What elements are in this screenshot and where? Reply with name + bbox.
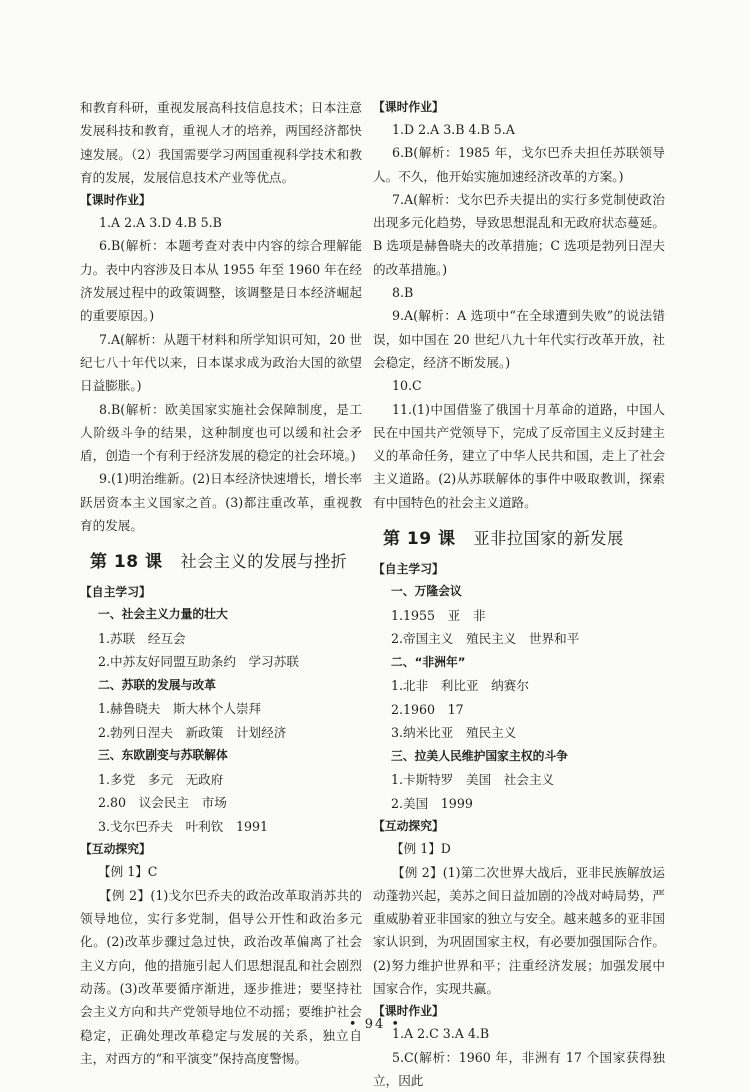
answer-line: 1.苏联 经互会: [98, 630, 186, 646]
answer-paragraph: 6.B(解析：1985 年，戈尔巴乔夫担任苏联领导人。不久，他开始实施加速经济改革的方案。): [373, 145, 665, 184]
right-column: [373, 96, 665, 1092]
answer-line: 2.美国 1999: [391, 795, 473, 811]
answer-line: 2.帝国主义 殖民主义 世界和平: [391, 631, 580, 647]
answer-line: 2.80 议会民主 市场: [98, 795, 227, 811]
interactive-heading: 【互动探究】: [80, 842, 151, 857]
answer-line: 10.C: [392, 378, 422, 394]
answer-paragraph: 8.B(解析：欧美国家实施社会保障制度，是工人阶级斗争的结果，这种制度也可以缓和社会矛盾，创造一个有利于经济发展的稳定的社会环境。): [80, 401, 362, 464]
example-answer: 【例 1】D: [391, 841, 451, 857]
section-heading: 三、东欧剧变与苏联解体: [98, 748, 228, 763]
self-study-heading: 【自主学习】: [373, 562, 444, 577]
answer-paragraph: 5.C(解析：1960 年，非洲有 17 个国家获得独立，因此: [373, 1049, 665, 1088]
answer-paragraph: 11.(1)中国借鉴了俄国十月革命的道路，中国人民在中国共产党领导下，完成了反帝国主义反封建主义的革命任务，建立了中华人民共和国，走上了社会主义道路。(2)从苏联解体的事件中吸取教训，探索有中国特色的社会主义道路。: [373, 401, 665, 510]
answer-line: 3.纳米比亚 殖民主义: [391, 725, 517, 741]
answer-line: 1.卡斯特罗 美国 社会主义: [391, 772, 555, 788]
section-heading: 三、拉美人民维护国家主权的斗争: [391, 748, 568, 763]
answer-line: 2.1960 17: [391, 701, 464, 717]
section-heading: 二、“非洲年”: [391, 654, 466, 669]
interactive-heading: 【互动探究】: [373, 819, 444, 834]
homework-heading: 【课时作业】: [373, 1004, 444, 1019]
answer-paragraph: 9.(1)明治维新。(2)日本经济快速增长，增长率跃居资本主义国家之首。(3)都注重改革，重视教育的发展。: [80, 471, 362, 534]
answer-line: 1.赫鲁晓夫 斯大林个人崇拜: [98, 701, 262, 717]
lesson-name: 亚非拉国家的新发展: [473, 529, 624, 549]
answer-paragraph: 7.A(解析：戈尔巴乔夫提出的实行多党制使政治出现多元化趋势，导致思想混乱和无政府状态蔓延。B 选项是赫鲁晓夫的改革措施；C 选项是勃列日涅夫的改革措施。): [373, 191, 665, 277]
answer-line: 1.D 2.A 3.B 4.B 5.A: [392, 122, 515, 137]
answer-paragraph: 7.A(解析：从题干材料和所学知识可知，20 世纪七八十年代以来，日本谋求成为政治大国的欲望日益膨胀。): [80, 331, 362, 394]
answer-line: 3.戈尔巴乔夫 叶利钦 1991: [98, 818, 269, 834]
section-heading: 一、万隆会议: [391, 584, 462, 599]
self-study-heading: 【自主学习】: [80, 585, 151, 600]
answer-line: 1.1955 亚 非: [391, 607, 486, 623]
answer-paragraph: 和教育科研，重视发展高科技信息技术；日本注意发展科技和教育，重视人才的培养，两国经济都快速发展。（2）我国需要学习两国重视科学技术和教育的发展，发展信息技术产业等优点。: [80, 100, 362, 185]
lesson-title-18: [80, 543, 362, 581]
answer-line: 1.A 2.A 3.D 4.B 5.B: [99, 215, 222, 231]
section-heading: 一、社会主义力量的壮大: [98, 607, 228, 622]
example-answer: 【例 2】(1)戈尔巴乔夫的政治改革取消苏共的领导地位，实行多党制，倡导公开性和政治多元化。(2)改革步骤过急过快，政治改革偏离了社会主义方向，他的措施引起人们思想混乱和社会剧烈动荡。(3)改革要循序渐进，逐步推进；要坚持社会主义方向和共产党领导地位不动摇；要维护社会稳定，正确处理改革稳定与发展的关系，独立自主，对西方的“和平演变”保持高度警惕。: [80, 887, 362, 1066]
page-number: • 94 •: [348, 1017, 402, 1032]
example-answer: 【例 1】C: [98, 864, 158, 880]
answer-paragraph: 9.A(解析：A 选项中“在全球遭到失败”的说法错误，如中国在 20 世纪八九十年代实行改革开放，社会稳定，经济不断发展。): [373, 308, 665, 370]
lesson-name: 社会主义的发展与挫折: [180, 552, 348, 572]
homework-heading: 【课时作业】: [80, 193, 151, 208]
answer-line: 2.勃列日涅夫 新政策 计划经济: [98, 724, 287, 740]
lesson-number: 第 18 课: [90, 552, 163, 573]
answer-line: 1.多党 多元 无政府: [98, 771, 224, 787]
answer-paragraph: 6.B(解析：本题考查对表中内容的综合理解能力。表中内容涉及日本从 1955 年至 1960 年在经济发展过程中的政策调整，该调整是日本经济崛起的重要原因。): [80, 238, 362, 324]
lesson-number: 第 19 课: [383, 529, 456, 550]
section-heading: 二、苏联的发展与改革: [98, 677, 216, 692]
left-column: [80, 96, 362, 1070]
homework-heading: 【课时作业】: [373, 100, 444, 114]
answer-line: 1.A 2.C 3.A 4.B: [392, 1026, 490, 1042]
answer-line: 8.B: [392, 285, 414, 301]
example-answer: 【例 2】(1)第二次世界大战后，亚非民族解放运动蓬勃兴起，美苏之间日益加剧的冷战对峙局势，严重威胁着亚非国家的独立与安全。越来越多的亚非国家认识到，为巩固国家主权，有必要加强国际合作。(2)努力维护世界和平；注重经济发展；加强发展中国家合作，实现共赢。: [373, 864, 665, 997]
answer-line: 2.中苏友好同盟互助条约 学习苏联: [98, 654, 299, 670]
answer-line: 1.北非 利比亚 纳赛尔: [391, 678, 529, 694]
lesson-title-19: [373, 520, 665, 558]
